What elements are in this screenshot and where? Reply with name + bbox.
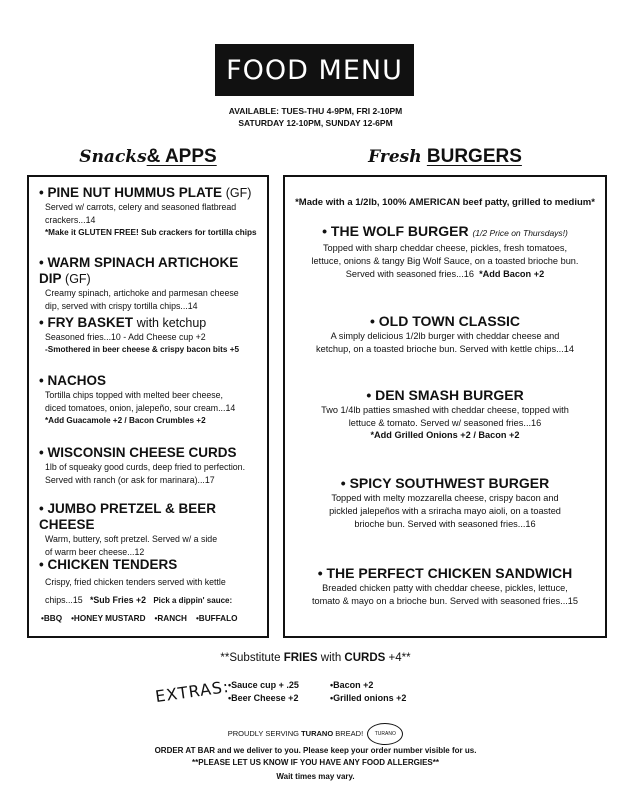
item-desc: of warm beer cheese...12 <box>45 547 145 557</box>
item-tag: (GF) <box>225 186 252 200</box>
item-sub: *Sub Fries +2 <box>90 595 146 605</box>
item-desc: Warm, buttery, soft pretzel. Served w/ a side <box>45 534 218 544</box>
item-note: *Make it GLUTEN FREE! Sub crackers for tortilla chips <box>45 228 257 237</box>
snacks-title-bold: & APPS <box>146 146 217 167</box>
extras-label: EXTRAS: <box>154 676 231 707</box>
substitute-curds: CURDS <box>344 652 386 664</box>
sauce-option: •HONEY MUSTARD <box>71 614 146 623</box>
burger-item: • THE WOLF BURGER (1/2 Price on Thursdays!) Topped with sharp cheddar cheese, pickles, fresh tomatoes, lettuce, onions & tangy Big Wolf Sauce, on a toasted brioche bun. Served with seasoned fries...16 *Add Bacon +2 <box>291 223 599 281</box>
item-promo: (1/2 Price on Thursdays!) <box>472 228 568 238</box>
item-desc: tomato & mayo on a brioche bun. Served with seasoned fries...15 <box>311 596 579 606</box>
turano-pre: PROUDLY SERVING <box>227 728 302 738</box>
snacks-title-script: Snacks <box>79 147 147 167</box>
item-addon: *Add Bacon +2 <box>479 269 545 279</box>
item-tag: with ketchup <box>136 316 207 330</box>
sauce-option: •RANCH <box>154 614 187 623</box>
turano-logo-icon: TURANO <box>367 723 403 745</box>
sauce-list <box>41 614 262 623</box>
turano-brand: TURANO <box>301 728 334 738</box>
item-name: WISCONSIN CHEESE CURDS <box>47 445 237 460</box>
item-desc: dip, served with crispy tortilla chips...14 <box>45 301 198 311</box>
item-name: CHICKEN TENDERS <box>47 557 178 572</box>
menu-title <box>215 44 414 96</box>
menu-item: • CHICKEN TENDERS Crispy, fried chicken tenders served with kettle chips...15 *Sub Fries +2 Pick a dippin' sauce: •BBQ •HONEY MUSTARD •RANCH •BUFFALO <box>39 557 262 623</box>
extra-item: •Grilled onions +2 <box>330 693 407 703</box>
burger-item: • DEN SMASH BURGER Two 1/4lb patties smashed with cheddar cheese, topped with lettuce & tomato. Served w/ seasoned fries...16 *Add Grilled Onions +2 / Bacon +2 <box>291 387 599 440</box>
item-desc: chips...15 <box>45 595 83 605</box>
item-name: PINE NUT HUMMUS PLATE <box>47 185 222 200</box>
item-desc: brioche bun. Served with seasoned fries...16 <box>354 519 536 529</box>
menu-item: • WISCONSIN CHEESE CURDS 1lb of squeaky good curds, deep fried to perfection. Served with ranch (or ask for marinara)...17 <box>39 445 262 487</box>
item-desc: Topped with melty mozzarella cheese, crispy bacon and <box>331 493 559 503</box>
item-name: NACHOS <box>47 373 106 388</box>
sauce-option: •BBQ <box>41 614 63 623</box>
item-desc: Crispy, fried chicken tenders served with kettle <box>45 577 226 587</box>
item-note: *Add Guacamole +2 / Bacon Crumbles +2 <box>45 416 206 425</box>
snacks-title <box>27 146 269 168</box>
item-name: THE PERFECT CHICKEN SANDWICH <box>326 565 573 581</box>
availability-line-2: SATURDAY 12-10PM, SUNDAY 12-6PM <box>238 118 393 128</box>
menu-item: • NACHOS Tortilla chips topped with melted beer cheese, diced tomatoes, onion, jalepeño, sour cream...14 *Add Guacamole +2 / Bacon Crumbles +2 <box>39 373 262 426</box>
item-desc: pickled jalepeños with a sriracha mayo aioli, on a toasted <box>329 506 561 516</box>
item-desc: Topped with sharp cheddar cheese, pickles, fresh tomatoes, <box>322 243 568 253</box>
footer-allergy: **PLEASE LET US KNOW IF YOU HAVE ANY FOOD ALLERGIES** <box>192 758 439 767</box>
item-name: FRY BASKET <box>47 315 133 330</box>
item-desc: lettuce & tomato. Served w/ seasoned fries...16 <box>348 418 542 428</box>
item-addon: *Add Grilled Onions +2 / Bacon +2 <box>370 430 520 440</box>
substitute-mid: with <box>317 652 345 664</box>
item-desc: Breaded chicken patty with cheddar cheese, pickles, lettuce, <box>322 583 568 593</box>
item-desc: 1lb of squeaky good curds, deep fried to perfection. <box>45 462 246 472</box>
item-desc: lettuce, onions & tangy Big Wolf Sauce, on a toasted brioche bun. <box>311 256 579 266</box>
item-name: THE WOLF BURGER <box>330 223 469 239</box>
substitute-fries: FRIES <box>283 652 318 664</box>
menu-item: • JUMBO PRETZEL & BEER CHEESE Warm, buttery, soft pretzel. Served w/ a side of warm beer cheese...12 <box>39 501 262 559</box>
item-desc: Creamy spinach, artichoke and parmesan cheese <box>45 288 239 298</box>
item-desc: crackers...14 <box>45 215 96 225</box>
extra-item: •Beer Cheese +2 <box>228 693 299 703</box>
burgers-intro: *Made with a 1/2lb, 100% AMERICAN beef patty, grilled to medium* <box>295 197 595 208</box>
burgers-panel <box>283 175 607 638</box>
sauce-label: Pick a dippin' sauce: <box>153 596 233 605</box>
item-desc: Two 1/4lb patties smashed with cheddar cheese, topped with <box>321 405 569 415</box>
item-desc: Tortilla chips topped with melted beer cheese, <box>45 390 223 400</box>
item-desc: Served w/ carrots, celery and seasoned flatbread <box>45 202 237 212</box>
item-desc: ketchup, on a toasted brioche bun. Served with kettle chips...14 <box>316 344 574 354</box>
sauce-option: •BUFFALO <box>195 614 238 623</box>
substitute-note <box>0 652 631 664</box>
burger-item: • THE PERFECT CHICKEN SANDWICH Breaded chicken patty with cheddar cheese, pickles, lettuce, tomato & mayo on a brioche bun. Served with seasoned fries...15 <box>291 565 599 608</box>
item-tag: (GF) <box>65 272 91 286</box>
substitute-pre: **Substitute <box>220 652 284 664</box>
item-name: SPICY SOUTHWEST BURGER <box>349 475 550 491</box>
burgers-title-bold: BURGERS <box>426 146 522 167</box>
item-note: -Smothered in beer cheese & crispy bacon bits +5 <box>45 345 240 354</box>
footer-wait: Wait times may vary. <box>276 772 355 781</box>
burger-item: • OLD TOWN CLASSIC A simply delicious 1/2lb burger with cheddar cheese and ketchup, on a toasted brioche bun. Served with kettle chips...14 <box>291 313 599 356</box>
extra-item: •Sauce cup + .25 <box>228 680 299 690</box>
turano-line <box>0 723 631 745</box>
item-name: DEN SMASH BURGER <box>375 387 524 403</box>
item-name: JUMBO PRETZEL & BEER CHEESE <box>39 501 217 532</box>
menu-item: • FRY BASKET with ketchup Seasoned fries...10 - Add Cheese cup +2 -Smothered in beer cheese & crispy bacon bits +5 <box>39 315 262 355</box>
burgers-title-script: Fresh <box>368 147 422 167</box>
turano-post: BREAD! <box>333 728 364 738</box>
extra-item: •Bacon +2 <box>330 680 374 690</box>
menu-title-text: FOOD MENU <box>226 54 403 86</box>
availability-line-1: AVAILABLE: TUES-THU 4-9PM, FRI 2-10PM <box>228 106 403 116</box>
item-name: OLD TOWN CLASSIC <box>378 313 521 329</box>
menu-item: • WARM SPINACH ARTICHOKE DIP (GF) Creamy spinach, artichoke and parmesan cheese dip, served with crispy tortilla chips...14 <box>39 255 262 313</box>
footer-order: ORDER AT BAR and we deliver to you. Please keep your order number visible for us. <box>154 746 477 755</box>
burgers-title <box>283 146 607 168</box>
item-desc: diced tomatoes, onion, jalepeño, sour cream...14 <box>45 403 236 413</box>
item-desc: A simply delicious 1/2lb burger with cheddar cheese and <box>330 331 560 341</box>
item-desc: Served with ranch (or ask for marinara)...17 <box>45 475 215 485</box>
menu-item: • PINE NUT HUMMUS PLATE (GF) Served w/ carrots, celery and seasoned flatbread crackers...14 *Make it GLUTEN FREE! Sub crackers for tortilla chips <box>39 185 262 238</box>
burger-item: • SPICY SOUTHWEST BURGER Topped with melty mozzarella cheese, crispy bacon and pickled jalepeños with a sriracha mayo aioli, on a toasted brioche bun. Served with seasoned fries...16 <box>291 475 599 531</box>
snacks-panel <box>27 175 269 638</box>
substitute-post: +4** <box>385 652 411 664</box>
item-desc: Served with seasoned fries...16 <box>345 269 474 279</box>
item-name: WARM SPINACH ARTICHOKE DIP <box>39 255 239 286</box>
item-desc: Seasoned fries...10 - Add Cheese cup +2 <box>45 332 206 342</box>
